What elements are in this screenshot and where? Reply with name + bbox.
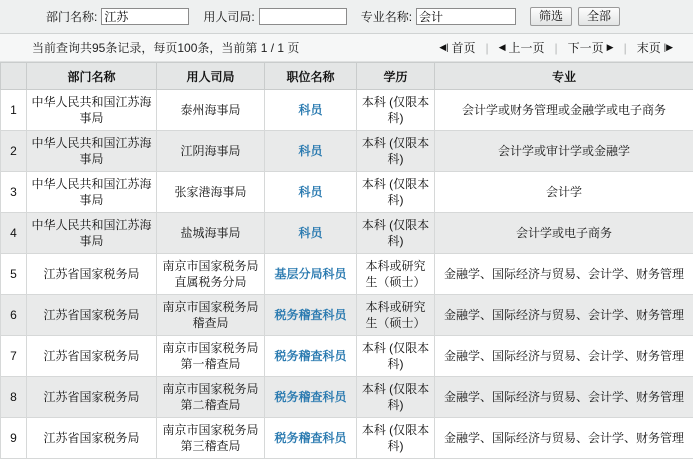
row-position-cell <box>265 90 357 131</box>
pager-first-label: 首页 <box>451 41 476 55</box>
row-education: 本科 (仅限本科) <box>357 131 435 172</box>
search-toolbar <box>0 0 693 34</box>
row-department: 江苏省国家税务局 <box>27 336 157 377</box>
prev-page-icon: ◀ <box>498 42 506 52</box>
row-major: 金融学、国际经济与贸易、会计学、财务管理 <box>435 254 693 295</box>
column-header-education: 学历 <box>357 63 435 90</box>
position-link[interactable]: 科员 <box>298 103 323 117</box>
first-page-icon: ◀| <box>439 42 449 52</box>
row-position-cell <box>265 172 357 213</box>
row-position-cell <box>265 131 357 172</box>
row-index: 3 <box>1 172 27 213</box>
pager-last[interactable] <box>627 39 683 56</box>
row-department: 江苏省国家税务局 <box>27 377 157 418</box>
row-position-cell <box>265 377 357 418</box>
major-input[interactable] <box>416 8 516 25</box>
table-row <box>1 131 693 172</box>
position-link[interactable]: 税务稽查科员 <box>274 349 347 363</box>
row-department: 中华人民共和国江苏海事局 <box>27 172 157 213</box>
row-organization: 盐城海事局 <box>157 213 265 254</box>
position-link[interactable]: 科员 <box>298 185 323 199</box>
last-page-icon: |▶ <box>663 42 673 52</box>
pager-next-label: 下一页 <box>567 41 604 55</box>
position-link[interactable]: 科员 <box>298 226 323 240</box>
pager-last-label: 末页 <box>636 41 661 55</box>
row-department: 中华人民共和国江苏海事局 <box>27 131 157 172</box>
position-link[interactable]: 科员 <box>298 144 323 158</box>
row-major: 金融学、国际经济与贸易、会计学、财务管理 <box>435 418 693 459</box>
org-input[interactable] <box>259 8 347 25</box>
table-row <box>1 295 693 336</box>
dept-label: 部门名称: <box>46 10 98 24</box>
table-row <box>1 172 693 213</box>
position-link[interactable]: 税务稽查科员 <box>274 308 347 322</box>
row-index: 5 <box>1 254 27 295</box>
pager-prev-label: 上一页 <box>508 41 545 55</box>
position-link[interactable]: 税务稽查科员 <box>274 390 347 404</box>
table-row <box>1 336 693 377</box>
org-field-group <box>203 8 346 25</box>
row-organization: 江阴海事局 <box>157 131 265 172</box>
record-count-text: 当前查询共95条记录，每页100条，当前第 1 / 1 页 <box>32 41 300 55</box>
row-index: 2 <box>1 131 27 172</box>
row-major: 会计学或电子商务 <box>435 213 693 254</box>
pager-next[interactable] <box>558 39 624 56</box>
row-department: 中华人民共和国江苏海事局 <box>27 213 157 254</box>
table-header-row <box>1 63 693 90</box>
row-index: 4 <box>1 213 27 254</box>
table-row <box>1 377 693 418</box>
filter-button[interactable]: 筛选 <box>530 7 572 26</box>
row-department: 江苏省国家税务局 <box>27 295 157 336</box>
row-position-cell <box>265 295 357 336</box>
pager-divider-2: | <box>554 40 558 55</box>
pagination <box>429 39 683 56</box>
position-link[interactable]: 基层分局科员 <box>274 267 347 281</box>
status-pager-bar <box>0 34 693 62</box>
row-education: 本科 (仅限本科) <box>357 377 435 418</box>
pager-divider-1: | <box>485 40 489 55</box>
pager-first[interactable] <box>429 39 485 56</box>
position-link[interactable]: 税务稽查科员 <box>274 431 347 445</box>
row-position-cell <box>265 418 357 459</box>
row-position-cell <box>265 213 357 254</box>
row-index: 8 <box>1 377 27 418</box>
all-button[interactable]: 全部 <box>578 7 620 26</box>
column-header-index <box>1 63 27 90</box>
row-organization: 张家港海事局 <box>157 172 265 213</box>
row-position-cell <box>265 254 357 295</box>
row-major: 金融学、国际经济与贸易、会计学、财务管理 <box>435 295 693 336</box>
pager-divider-3: | <box>623 40 627 55</box>
row-index: 6 <box>1 295 27 336</box>
row-index: 7 <box>1 336 27 377</box>
row-department: 江苏省国家税务局 <box>27 418 157 459</box>
row-index: 9 <box>1 418 27 459</box>
table-row <box>1 90 693 131</box>
row-department: 江苏省国家税务局 <box>27 254 157 295</box>
row-education: 本科 (仅限本科) <box>357 336 435 377</box>
row-education: 本科 (仅限本科) <box>357 90 435 131</box>
row-major: 金融学、国际经济与贸易、会计学、财务管理 <box>435 336 693 377</box>
table-row <box>1 418 693 459</box>
row-education: 本科 (仅限本科) <box>357 418 435 459</box>
row-education: 本科 (仅限本科) <box>357 213 435 254</box>
row-education: 本科或研究生（硕士） <box>357 254 435 295</box>
dept-field-group <box>46 8 189 25</box>
next-page-icon: ▶ <box>606 42 614 52</box>
row-major: 会计学或审计学或金融学 <box>435 131 693 172</box>
row-organization: 南京市国家税务局第一稽查局 <box>157 336 265 377</box>
column-header-org: 用人司局 <box>157 63 265 90</box>
row-major: 会计学 <box>435 172 693 213</box>
row-position-cell <box>265 336 357 377</box>
column-header-dept: 部门名称 <box>27 63 157 90</box>
row-education: 本科 (仅限本科) <box>357 172 435 213</box>
major-label: 专业名称: <box>360 10 413 24</box>
row-organization: 南京市国家税务局直属税务分局 <box>157 254 265 295</box>
org-label: 用人司局: <box>203 10 255 24</box>
row-major: 会计学或财务管理或金融学或电子商务 <box>435 90 693 131</box>
row-organization: 南京市国家税务局第二稽查局 <box>157 377 265 418</box>
row-organization: 南京市国家税务局第三稽查局 <box>157 418 265 459</box>
row-organization: 泰州海事局 <box>157 90 265 131</box>
pager-prev[interactable] <box>489 39 555 56</box>
major-field-group <box>361 8 516 25</box>
column-header-major: 专业 <box>435 63 693 90</box>
row-major: 金融学、国际经济与贸易、会计学、财务管理 <box>435 377 693 418</box>
table-row <box>1 254 693 295</box>
row-organization: 南京市国家税务局稽查局 <box>157 295 265 336</box>
row-index: 1 <box>1 90 27 131</box>
row-department: 中华人民共和国江苏海事局 <box>27 90 157 131</box>
table-body <box>1 90 693 459</box>
results-table <box>0 62 693 459</box>
row-education: 本科或研究生（硕士） <box>357 295 435 336</box>
table-row <box>1 213 693 254</box>
dept-input[interactable] <box>101 8 189 25</box>
column-header-post: 职位名称 <box>265 63 357 90</box>
